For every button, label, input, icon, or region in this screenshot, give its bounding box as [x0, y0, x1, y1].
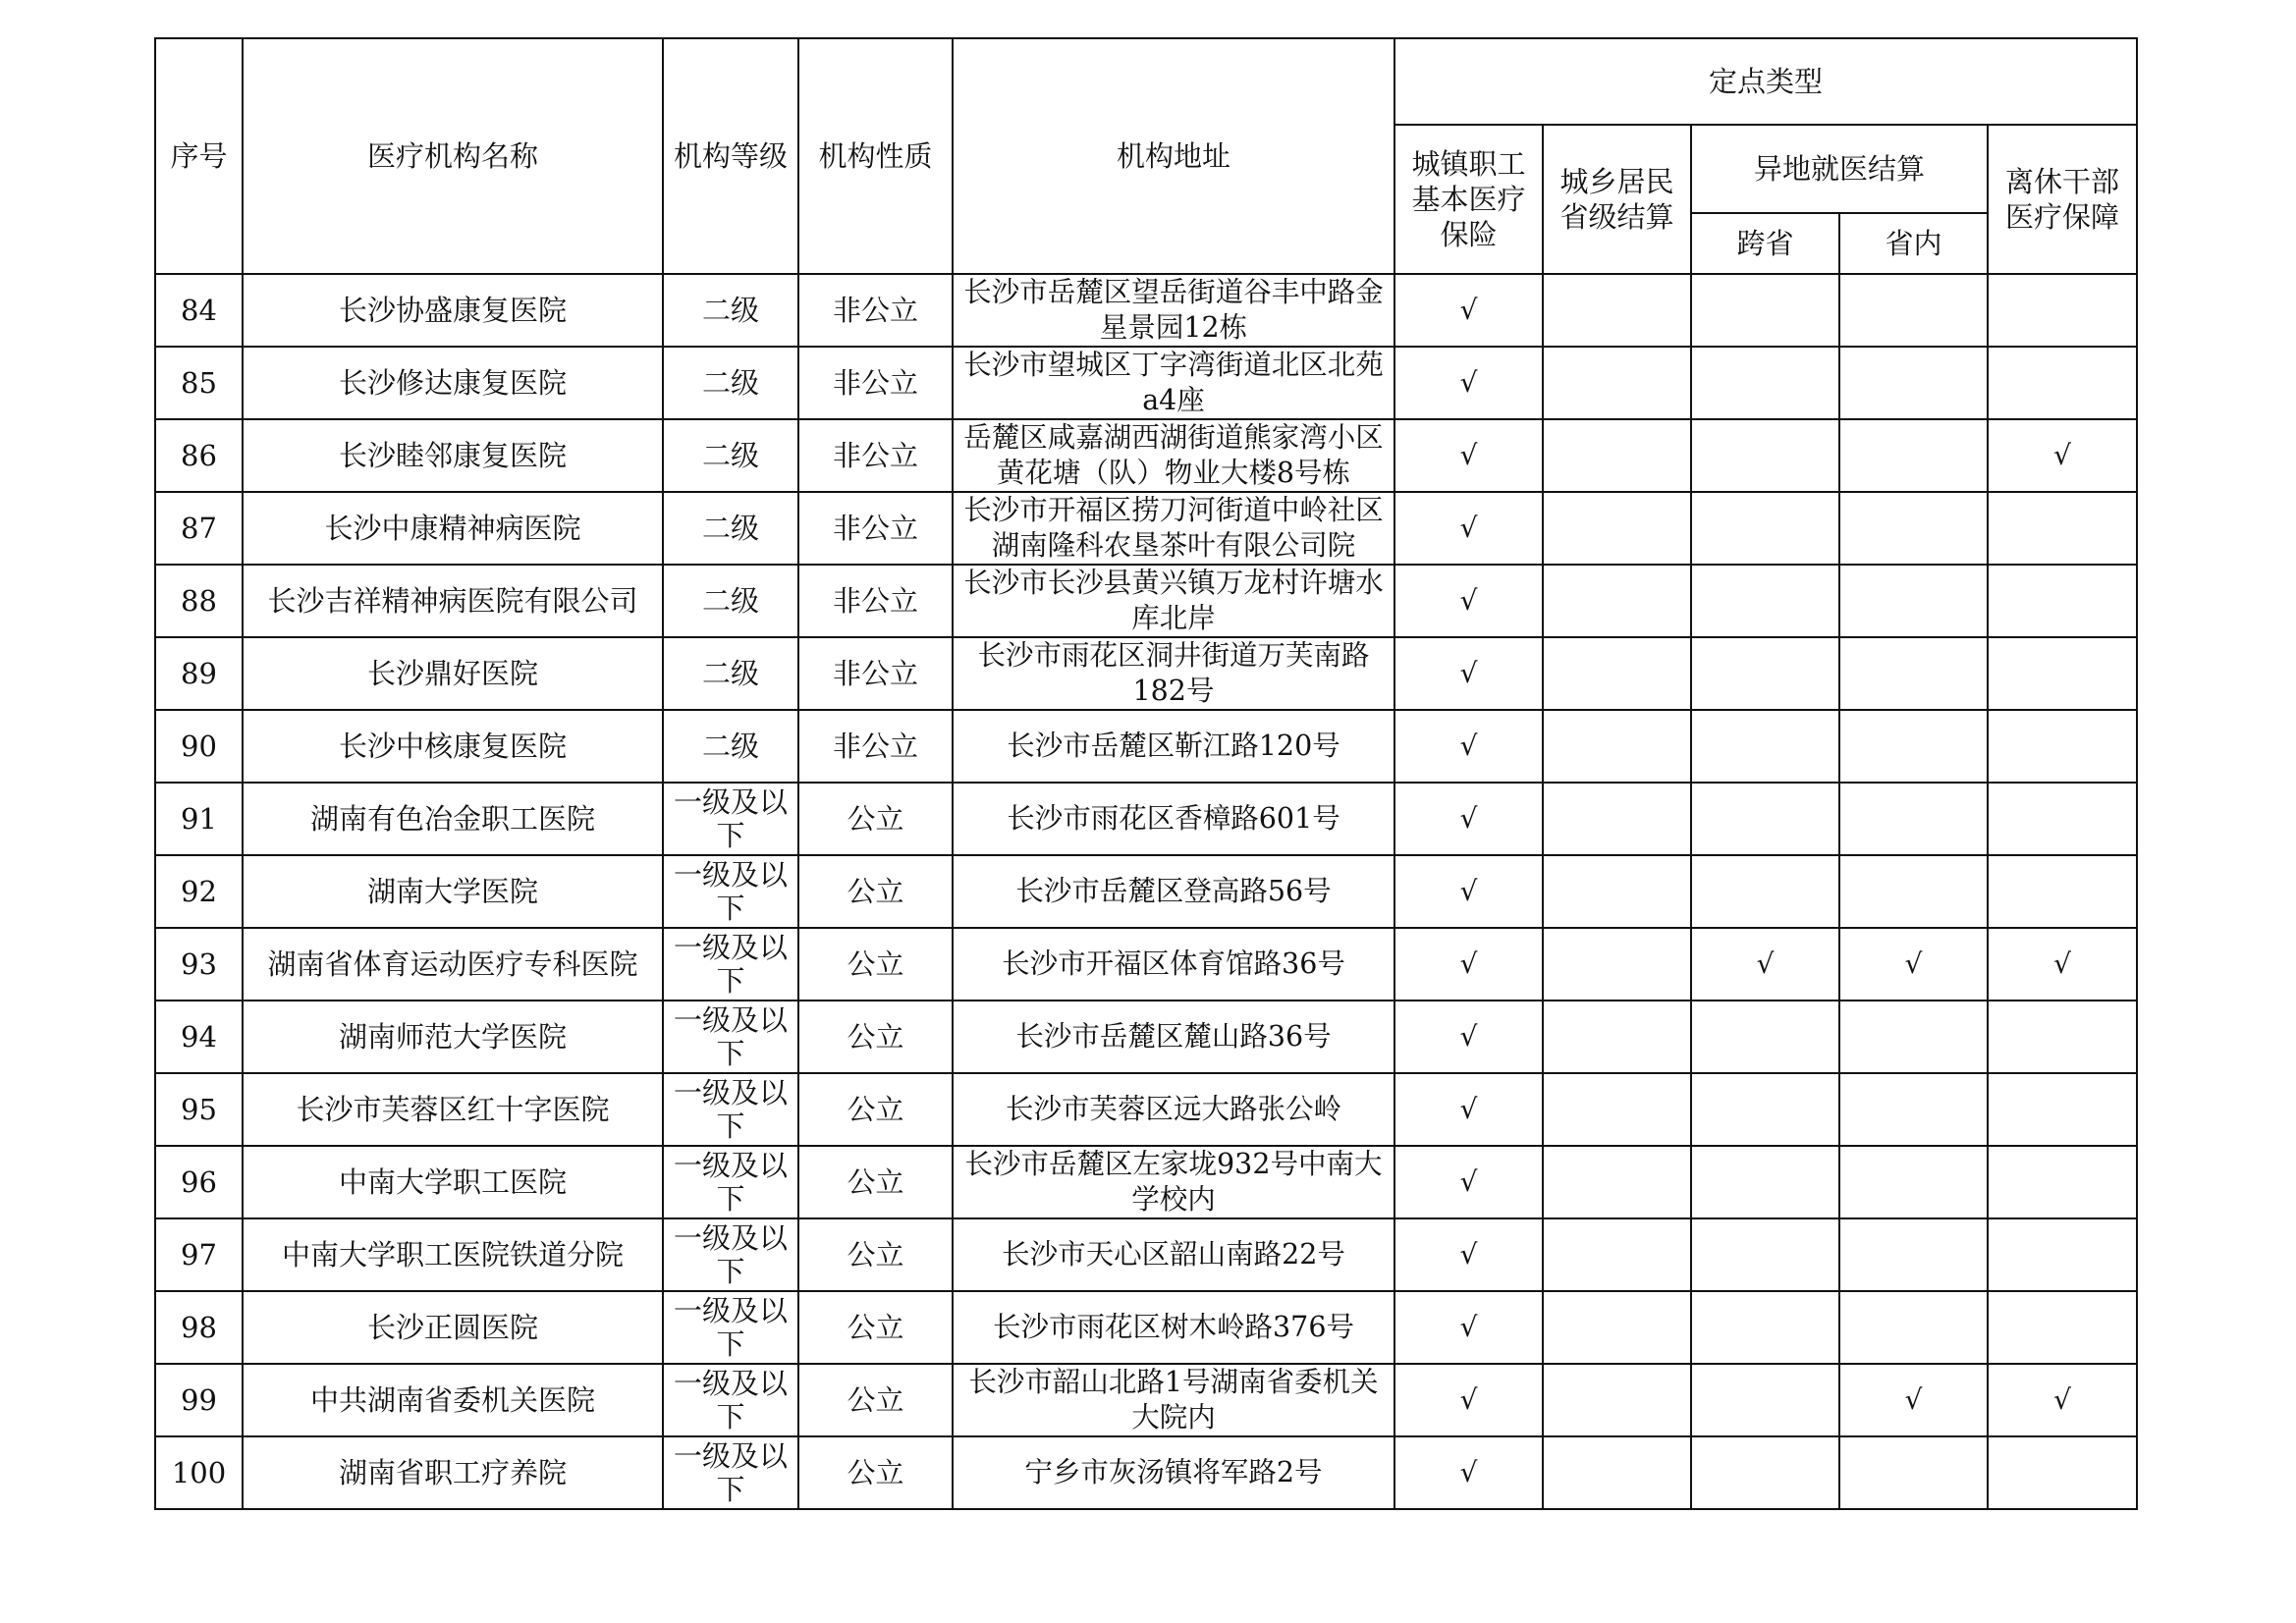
header-out-of-area: 异地就医结算 [1691, 125, 1988, 213]
institution-name-cell: 湖南有色冶金职工医院 [243, 783, 663, 855]
institution-name-cell: 长沙中核康复医院 [243, 710, 663, 783]
institution-name-cell: 中共湖南省委机关医院 [243, 1364, 663, 1436]
nature-cell: 公立 [798, 1073, 953, 1146]
institution-name-cell: 长沙吉祥精神病医院有限公司 [243, 565, 663, 637]
in-province-cell [1839, 1291, 1988, 1364]
in-province-cell [1839, 419, 1988, 492]
nature-cell: 非公立 [798, 347, 953, 419]
level-cell: 一级及以下 [663, 1218, 798, 1291]
in-province-cell [1839, 855, 1988, 928]
cross-province-cell [1691, 565, 1839, 637]
seq-cell: 86 [155, 419, 243, 492]
table-row [155, 637, 2137, 710]
seq-cell: 87 [155, 492, 243, 565]
institution-name-cell: 长沙修达康复医院 [243, 347, 663, 419]
cross-province-cell: √ [1691, 928, 1839, 1001]
urban-employee-cell: √ [1394, 855, 1543, 928]
table-row [155, 1073, 2137, 1146]
seq-cell: 92 [155, 855, 243, 928]
retired-cadre-cell [1988, 274, 2137, 347]
cross-province-cell [1691, 1146, 1839, 1218]
table-row [155, 492, 2137, 565]
level-cell: 二级 [663, 637, 798, 710]
in-province-cell [1839, 1001, 1988, 1073]
institution-name-cell: 湖南省职工疗养院 [243, 1436, 663, 1509]
rural-resident-cell [1543, 1436, 1691, 1509]
urban-employee-cell: √ [1394, 419, 1543, 492]
level-cell: 一级及以下 [663, 855, 798, 928]
retired-cadre-cell [1988, 783, 2137, 855]
in-province-cell: √ [1839, 1364, 1988, 1436]
urban-employee-cell: √ [1394, 347, 1543, 419]
table-row [155, 855, 2137, 928]
seq-cell: 98 [155, 1291, 243, 1364]
table-row [155, 1218, 2137, 1291]
nature-cell: 公立 [798, 1364, 953, 1436]
cross-province-cell [1691, 637, 1839, 710]
seq-cell: 89 [155, 637, 243, 710]
institution-name-cell: 湖南大学医院 [243, 855, 663, 928]
header-rural-resident: 城乡居民省级结算 [1543, 125, 1691, 274]
table-row [155, 1436, 2137, 1509]
rural-resident-cell [1543, 1291, 1691, 1364]
header-seq: 序号 [155, 38, 243, 274]
address-cell: 长沙市岳麓区左家垅932号中南大学校内 [953, 1146, 1394, 1218]
nature-cell: 公立 [798, 1218, 953, 1291]
urban-employee-cell: √ [1394, 1364, 1543, 1436]
table-body [155, 274, 2137, 1509]
in-province-cell [1839, 347, 1988, 419]
urban-employee-cell: √ [1394, 1436, 1543, 1509]
table-row [155, 783, 2137, 855]
in-province-cell [1839, 783, 1988, 855]
level-cell: 二级 [663, 565, 798, 637]
retired-cadre-cell [1988, 565, 2137, 637]
in-province-cell [1839, 492, 1988, 565]
seq-cell: 91 [155, 783, 243, 855]
nature-cell: 非公立 [798, 565, 953, 637]
nature-cell: 公立 [798, 1291, 953, 1364]
rural-resident-cell [1543, 1001, 1691, 1073]
retired-cadre-cell: √ [1988, 928, 2137, 1001]
urban-employee-cell: √ [1394, 1146, 1543, 1218]
retired-cadre-cell [1988, 1291, 2137, 1364]
address-cell: 长沙市开福区体育馆路36号 [953, 928, 1394, 1001]
rural-resident-cell [1543, 1364, 1691, 1436]
rural-resident-cell [1543, 855, 1691, 928]
rural-resident-cell [1543, 928, 1691, 1001]
address-cell: 长沙市开福区捞刀河街道中岭社区湖南隆科农垦茶叶有限公司院 [953, 492, 1394, 565]
in-province-cell: √ [1839, 928, 1988, 1001]
nature-cell: 公立 [798, 855, 953, 928]
address-cell: 岳麓区咸嘉湖西湖街道熊家湾小区黄花塘（队）物业大楼8号栋 [953, 419, 1394, 492]
rural-resident-cell [1543, 274, 1691, 347]
rural-resident-cell [1543, 565, 1691, 637]
table-row [155, 565, 2137, 637]
level-cell: 一级及以下 [663, 1291, 798, 1364]
cross-province-cell [1691, 1436, 1839, 1509]
level-cell: 一级及以下 [663, 1001, 798, 1073]
address-cell: 长沙市天心区韶山南路22号 [953, 1218, 1394, 1291]
retired-cadre-cell [1988, 1146, 2137, 1218]
retired-cadre-cell [1988, 1073, 2137, 1146]
urban-employee-cell: √ [1394, 637, 1543, 710]
level-cell: 一级及以下 [663, 783, 798, 855]
header-cross-province: 跨省 [1691, 213, 1839, 274]
in-province-cell [1839, 1436, 1988, 1509]
header-level: 机构等级 [663, 38, 798, 274]
seq-cell: 100 [155, 1436, 243, 1509]
institution-name-cell: 长沙鼎好医院 [243, 637, 663, 710]
address-cell: 长沙市岳麓区登高路56号 [953, 855, 1394, 928]
cross-province-cell [1691, 274, 1839, 347]
address-cell: 长沙市雨花区洞井街道万芙南路182号 [953, 637, 1394, 710]
seq-cell: 93 [155, 928, 243, 1001]
retired-cadre-cell [1988, 492, 2137, 565]
retired-cadre-cell [1988, 347, 2137, 419]
retired-cadre-cell: √ [1988, 419, 2137, 492]
table-row [155, 419, 2137, 492]
urban-employee-cell: √ [1394, 274, 1543, 347]
in-province-cell [1839, 565, 1988, 637]
retired-cadre-cell [1988, 710, 2137, 783]
address-cell: 长沙市雨花区香樟路601号 [953, 783, 1394, 855]
cross-province-cell [1691, 855, 1839, 928]
rural-resident-cell [1543, 1073, 1691, 1146]
in-province-cell [1839, 274, 1988, 347]
address-cell: 长沙市雨花区树木岭路376号 [953, 1291, 1394, 1364]
cross-province-cell [1691, 419, 1839, 492]
table-header [155, 38, 2137, 274]
level-cell: 二级 [663, 710, 798, 783]
seq-cell: 96 [155, 1146, 243, 1218]
level-cell: 二级 [663, 274, 798, 347]
table-row [155, 928, 2137, 1001]
address-cell: 长沙市岳麓区靳江路120号 [953, 710, 1394, 783]
header-nature: 机构性质 [798, 38, 953, 274]
address-cell: 长沙市芙蓉区远大路张公岭 [953, 1073, 1394, 1146]
urban-employee-cell: √ [1394, 1291, 1543, 1364]
table-row [155, 1364, 2137, 1436]
address-cell: 长沙市岳麓区麓山路36号 [953, 1001, 1394, 1073]
rural-resident-cell [1543, 492, 1691, 565]
nature-cell: 非公立 [798, 637, 953, 710]
institution-name-cell: 长沙协盛康复医院 [243, 274, 663, 347]
in-province-cell [1839, 637, 1988, 710]
in-province-cell [1839, 1073, 1988, 1146]
seq-cell: 85 [155, 347, 243, 419]
level-cell: 二级 [663, 347, 798, 419]
table-row [155, 710, 2137, 783]
cross-province-cell [1691, 783, 1839, 855]
urban-employee-cell: √ [1394, 928, 1543, 1001]
seq-cell: 97 [155, 1218, 243, 1291]
level-cell: 一级及以下 [663, 1364, 798, 1436]
nature-cell: 公立 [798, 783, 953, 855]
table-row [155, 1291, 2137, 1364]
urban-employee-cell: √ [1394, 492, 1543, 565]
table-row [155, 1146, 2137, 1218]
nature-cell: 非公立 [798, 492, 953, 565]
retired-cadre-cell [1988, 855, 2137, 928]
nature-cell: 公立 [798, 1146, 953, 1218]
nature-cell: 公立 [798, 928, 953, 1001]
designated-institutions-table [154, 37, 2138, 1510]
institution-name-cell: 长沙市芙蓉区红十字医院 [243, 1073, 663, 1146]
in-province-cell [1839, 710, 1988, 783]
nature-cell: 公立 [798, 1436, 953, 1509]
address-cell: 长沙市韶山北路1号湖南省委机关大院内 [953, 1364, 1394, 1436]
rural-resident-cell [1543, 347, 1691, 419]
retired-cadre-cell [1988, 637, 2137, 710]
table-row [155, 274, 2137, 347]
table-row [155, 1001, 2137, 1073]
urban-employee-cell: √ [1394, 1073, 1543, 1146]
cross-province-cell [1691, 492, 1839, 565]
rural-resident-cell [1543, 1146, 1691, 1218]
header-address: 机构地址 [953, 38, 1394, 274]
seq-cell: 88 [155, 565, 243, 637]
rural-resident-cell [1543, 710, 1691, 783]
seq-cell: 90 [155, 710, 243, 783]
cross-province-cell [1691, 1001, 1839, 1073]
urban-employee-cell: √ [1394, 783, 1543, 855]
cross-province-cell [1691, 1073, 1839, 1146]
header-urban-employee: 城镇职工基本医疗保险 [1394, 125, 1543, 274]
institution-name-cell: 中南大学职工医院铁道分院 [243, 1218, 663, 1291]
urban-employee-cell: √ [1394, 710, 1543, 783]
level-cell: 二级 [663, 419, 798, 492]
institution-name-cell: 湖南省体育运动医疗专科医院 [243, 928, 663, 1001]
header-in-province: 省内 [1839, 213, 1988, 274]
address-cell: 宁乡市灰汤镇将军路2号 [953, 1436, 1394, 1509]
in-province-cell [1839, 1218, 1988, 1291]
in-province-cell [1839, 1146, 1988, 1218]
address-cell: 长沙市长沙县黄兴镇万龙村许塘水库北岸 [953, 565, 1394, 637]
nature-cell: 非公立 [798, 710, 953, 783]
nature-cell: 非公立 [798, 274, 953, 347]
level-cell: 一级及以下 [663, 928, 798, 1001]
rural-resident-cell [1543, 419, 1691, 492]
address-cell: 长沙市望城区丁字湾街道北区北苑a4座 [953, 347, 1394, 419]
rural-resident-cell [1543, 783, 1691, 855]
header-name: 医疗机构名称 [243, 38, 663, 274]
seq-cell: 95 [155, 1073, 243, 1146]
header-designated-type: 定点类型 [1394, 38, 2137, 125]
urban-employee-cell: √ [1394, 565, 1543, 637]
header-retired-cadre: 离休干部医疗保障 [1988, 125, 2137, 274]
level-cell: 一级及以下 [663, 1073, 798, 1146]
level-cell: 一级及以下 [663, 1146, 798, 1218]
urban-employee-cell: √ [1394, 1218, 1543, 1291]
retired-cadre-cell: √ [1988, 1364, 2137, 1436]
nature-cell: 非公立 [798, 419, 953, 492]
institution-name-cell: 中南大学职工医院 [243, 1146, 663, 1218]
seq-cell: 84 [155, 274, 243, 347]
rural-resident-cell [1543, 637, 1691, 710]
retired-cadre-cell [1988, 1218, 2137, 1291]
retired-cadre-cell [1988, 1436, 2137, 1509]
level-cell: 一级及以下 [663, 1436, 798, 1509]
cross-province-cell [1691, 1218, 1839, 1291]
urban-employee-cell: √ [1394, 1001, 1543, 1073]
seq-cell: 99 [155, 1364, 243, 1436]
institution-name-cell: 长沙睦邻康复医院 [243, 419, 663, 492]
institution-name-cell: 湖南师范大学医院 [243, 1001, 663, 1073]
seq-cell: 94 [155, 1001, 243, 1073]
level-cell: 二级 [663, 492, 798, 565]
retired-cadre-cell [1988, 1001, 2137, 1073]
institution-name-cell: 长沙正圆医院 [243, 1291, 663, 1364]
nature-cell: 公立 [798, 1001, 953, 1073]
rural-resident-cell [1543, 1218, 1691, 1291]
address-cell: 长沙市岳麓区望岳街道谷丰中路金星景园12栋 [953, 274, 1394, 347]
cross-province-cell [1691, 347, 1839, 419]
table-row [155, 347, 2137, 419]
cross-province-cell [1691, 1291, 1839, 1364]
institution-name-cell: 长沙中康精神病医院 [243, 492, 663, 565]
cross-province-cell [1691, 710, 1839, 783]
cross-province-cell [1691, 1364, 1839, 1436]
